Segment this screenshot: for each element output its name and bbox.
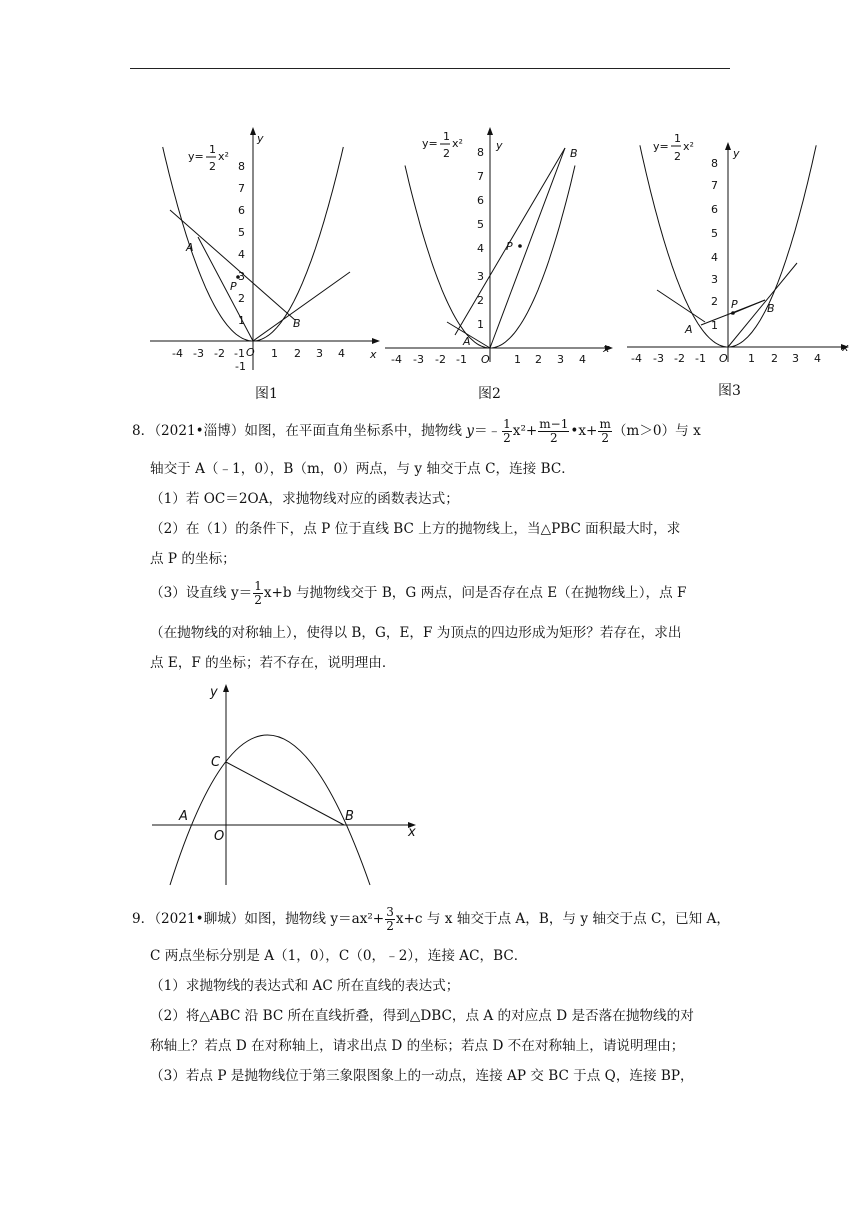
svg-text:-4: -4 — [391, 353, 402, 366]
svg-text:P: P — [230, 280, 237, 293]
fig3-point-p — [731, 311, 735, 315]
svg-text:3: 3 — [316, 347, 323, 360]
svg-text:1: 1 — [443, 130, 450, 143]
svg-text:3: 3 — [477, 270, 484, 283]
figure-3 — [625, 100, 855, 370]
fig4-parabola — [170, 735, 370, 885]
svg-text:B: B — [293, 317, 301, 330]
svg-text:3: 3 — [792, 352, 799, 365]
svg-text:A: A — [463, 335, 471, 348]
svg-text:1: 1 — [711, 319, 718, 332]
svg-text:8: 8 — [711, 157, 718, 170]
svg-text:B: B — [767, 302, 775, 315]
svg-text:B: B — [345, 809, 354, 824]
q9-line-2: C 两点坐标分别是 A（1，0），C（0，﹣2），连接 AC，BC． — [150, 948, 528, 964]
fig2-line-ob — [490, 148, 565, 348]
q8-line-7: （在抛物线的对称轴上），使得以 B，G，E，F 为顶点的四边形成为矩形？若存在，求出 — [150, 625, 682, 641]
fig3-caption: 图3 — [718, 383, 741, 399]
svg-text:1: 1 — [477, 318, 484, 331]
svg-text:5: 5 — [711, 227, 718, 240]
svg-text:y: y — [257, 132, 264, 145]
fig1-caption: 图1 — [255, 386, 278, 402]
q8-line-5: 点 P 的坐标； — [150, 551, 236, 567]
svg-text:P: P — [506, 240, 513, 253]
svg-text:A: A — [179, 809, 188, 824]
figure-2 — [385, 100, 620, 370]
svg-text:4: 4 — [711, 251, 718, 264]
svg-text:C: C — [211, 755, 221, 770]
q9-line-5: 称轴上？若点 D 在对称轴上，请求出点 D 的坐标；若点 D 不在对称轴上，请说明理由； — [150, 1038, 685, 1054]
svg-text:O: O — [246, 346, 255, 359]
svg-text:x: x — [370, 348, 377, 361]
figure-q8 — [150, 680, 425, 890]
svg-text:-1: -1 — [235, 360, 246, 373]
fig3-line-ab — [657, 290, 705, 322]
svg-text:5: 5 — [477, 218, 484, 231]
svg-text:y: y — [733, 147, 740, 160]
svg-text:2: 2 — [238, 292, 245, 305]
q9-line-4: （2）将△ABC 沿 BC 所在直线折叠，得到△DBC，点 A 的对应点 D 是否落在抛物线的对 — [150, 1008, 694, 1024]
svg-text:8: 8 — [477, 146, 484, 159]
svg-text:7: 7 — [238, 182, 245, 195]
svg-text:O: O — [481, 353, 490, 366]
fig1-line-ab — [170, 210, 295, 320]
q8-line-4: （2）在（1）的条件下，点 P 位于直线 BC 上方的抛物线上，当△PBC 面积最大时，求 — [150, 521, 681, 537]
figure-1 — [150, 120, 385, 380]
svg-text:B: B — [570, 147, 578, 160]
svg-text:1: 1 — [238, 314, 245, 327]
svg-text:x: x — [603, 342, 610, 355]
svg-text:6: 6 — [477, 194, 484, 207]
q8-line-3: （1）若 OC＝2OA，求抛物线对应的函数表达式； — [150, 491, 459, 507]
svg-text:-2: -2 — [674, 352, 685, 365]
header-rule — [130, 68, 730, 69]
svg-text:2: 2 — [771, 352, 778, 365]
svg-text:O: O — [214, 829, 225, 844]
svg-text:x²: x² — [683, 140, 694, 153]
svg-text:y=: y= — [422, 137, 438, 150]
svg-text:3: 3 — [711, 273, 718, 286]
svg-text:4: 4 — [477, 242, 484, 255]
svg-text:x: x — [408, 825, 416, 840]
q8-line-6: （3）设直线 y＝ $\frac{1}{2}$ x+b 与抛物线交于 B，G 两点，问是否存在点 E（在抛物线上），点 F — [150, 579, 687, 607]
svg-text:x²: x² — [218, 150, 229, 163]
svg-text:1: 1 — [209, 143, 216, 156]
svg-text:-3: -3 — [653, 352, 664, 365]
q8-line-8: 点 E，F 的坐标；若不存在，说明理由． — [150, 655, 396, 671]
fig4-line-cb — [226, 762, 344, 825]
svg-text:8: 8 — [238, 160, 245, 173]
q8-line-2: 轴交于 A（﹣1，0），B（m，0）两点，与 y 轴交于点 C，连接 BC． — [150, 461, 575, 477]
svg-text:-3: -3 — [193, 347, 204, 360]
svg-text:1: 1 — [514, 353, 521, 366]
svg-text:-1: -1 — [695, 352, 706, 365]
svg-text:y: y — [496, 139, 503, 152]
svg-text:y=: y= — [188, 150, 204, 163]
svg-text:-4: -4 — [172, 347, 183, 360]
svg-text:-2: -2 — [214, 347, 225, 360]
svg-text:2: 2 — [535, 353, 542, 366]
svg-text:6: 6 — [238, 204, 245, 217]
svg-text:7: 7 — [711, 179, 718, 192]
svg-text:O: O — [719, 352, 728, 365]
svg-text:y: y — [210, 685, 218, 700]
svg-text:1: 1 — [674, 132, 681, 145]
svg-text:4: 4 — [579, 353, 586, 366]
svg-text:4: 4 — [814, 352, 821, 365]
q9-line-1: 9．（2021•聊城）如图，抛物线 y＝ax²+ $\frac{3}{2}$ x+c 与 x 轴交于点 A，B，与 y 轴交于点 C，已知 A， — [132, 905, 730, 933]
q8-line-1: 8．（2021•淄博）如图，在平面直角坐标系中，抛物线 y＝﹣ $\frac{1}{2}$ x²+ $\frac{m-1}{2}$ •x+ $\frac{m}{2}$ （m＞0）与 x — [132, 417, 701, 445]
svg-text:3: 3 — [238, 270, 245, 283]
svg-text:A: A — [186, 241, 194, 254]
svg-text:P: P — [731, 298, 738, 311]
svg-text:2: 2 — [294, 347, 301, 360]
svg-text:2: 2 — [674, 150, 681, 163]
svg-text:7: 7 — [477, 170, 484, 183]
svg-text:-3: -3 — [413, 353, 424, 366]
svg-text:x: x — [842, 341, 849, 354]
svg-text:2: 2 — [711, 295, 718, 308]
fig1-line-ob — [253, 272, 350, 341]
fig3-line-ob — [728, 263, 797, 347]
svg-text:1: 1 — [748, 352, 755, 365]
svg-text:A: A — [685, 323, 693, 336]
fig2-caption: 图2 — [478, 386, 501, 402]
svg-text:3: 3 — [557, 353, 564, 366]
svg-text:1: 1 — [271, 347, 278, 360]
svg-text:-2: -2 — [435, 353, 446, 366]
q9-line-6: （3）若点 P 是抛物线位于第三象限图象上的一动点，连接 AP 交 BC 于点 Q，连接 BP， — [150, 1068, 694, 1084]
fig2-point-p — [518, 244, 522, 248]
svg-text:2: 2 — [443, 147, 450, 160]
svg-text:y=: y= — [653, 140, 669, 153]
q9-line-3: （1）求抛物线的表达式和 AC 所在直线的表达式； — [150, 978, 460, 994]
svg-text:2: 2 — [209, 160, 216, 173]
svg-text:6: 6 — [711, 203, 718, 216]
svg-text:-1: -1 — [456, 353, 467, 366]
svg-text:4: 4 — [238, 248, 245, 261]
svg-text:-4: -4 — [631, 352, 642, 365]
svg-text:4: 4 — [338, 347, 345, 360]
svg-text:5: 5 — [238, 226, 245, 239]
svg-text:-1: -1 — [234, 347, 245, 360]
svg-text:2: 2 — [477, 294, 484, 307]
svg-text:x²: x² — [452, 137, 463, 150]
